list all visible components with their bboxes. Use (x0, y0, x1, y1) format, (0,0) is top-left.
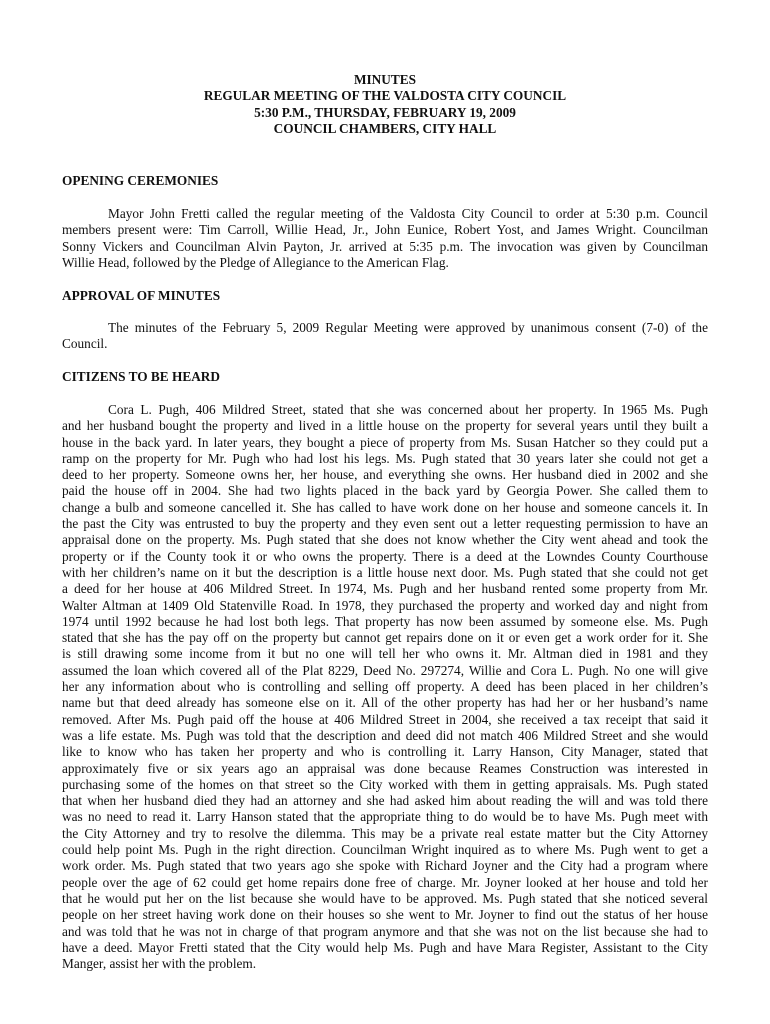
text-line: with her children’s name on it but the description is a little house next door. Ms. Pugh stated that she could not get (62, 564, 708, 580)
text-line: property or if the County took it or who owns the property. There is a deed at the Lowndes County Courthouse (62, 548, 708, 564)
title-meeting-name: REGULAR MEETING OF THE VALDOSTA CITY COUNCIL (203, 88, 567, 104)
text-line: her any information about who is controlling and selling off property. A deed has been placed in her children’s (62, 679, 708, 695)
title-minutes: MINUTES (353, 72, 417, 87)
title-location: COUNCIL CHAMBERS, CITY HALL (273, 120, 497, 136)
text-line: change a bulb and someone cancelled it. She has called to have work done on her house and someone cancels it. In (62, 499, 708, 515)
document-title-block (0, 72, 770, 137)
heading-opening-ceremonies: OPENING CEREMONIES (62, 173, 219, 188)
text-line: that he would put her on the list because she would have to be approved. Ms. Pugh stated that she noticed several (62, 890, 708, 906)
text-line: a deed for her house at 406 Mildred Street. In 1974, Ms. Pugh and her husband rented some property from Mr. (62, 581, 708, 597)
text-line: have a deed. Mayor Fretti stated that the City would help Ms. Pugh and have Mara Register, Assistant to the City (62, 939, 708, 955)
text-line: purchasing some of the homes on that street so the City worked with them in getting appraisals. Ms. Pugh stated (62, 776, 708, 792)
text-line: the City Attorney and try to resolve the dilemma. This may be a private real estate matter but the City Attorney (62, 825, 708, 841)
paragraph-opening-ceremonies (62, 206, 708, 271)
text-line: The minutes of the February 5, 2009 Regular Meeting were approved by unanimous consent (7-0) of the (108, 320, 708, 335)
text-line: Council. (62, 336, 108, 352)
paragraph-citizens-to-be-heard (62, 402, 708, 972)
paragraph-approval-of-minutes (62, 320, 708, 353)
text-line: Sonny Vickers and Councilman Alvin Payton, Jr. arrived at 5:35 p.m. The invocation was given by Councilman (62, 238, 708, 254)
text-line: could help point Ms. Pugh in the right direction. Councilman Wright inquired as to where Ms. Pugh went to get a (62, 842, 708, 858)
text-line: Walter Altman at 1409 Old Statenville Road. In 1978, they purchased the property and worked day and night from (62, 597, 708, 613)
title-date-time: 5:30 P.M., THURSDAY, FEBRUARY 19, 2009 (254, 104, 516, 120)
heading-approval-of-minutes: APPROVAL OF MINUTES (62, 288, 221, 303)
text-line: and her husband bought the property and lived in a little house on the property for several years until they built a (62, 418, 708, 434)
text-line: Willie Head, followed by the Pledge of Allegiance to the American Flag. (62, 254, 449, 270)
text-line: removed. After Ms. Pugh paid off the house at 406 Mildred Street in 2004, she received a tax receipt that said it (62, 711, 708, 727)
text-line: was a life estate. Ms. Pugh was told that the description and deed did not match 406 Mildred Street and she would (62, 727, 708, 743)
text-line: members present were: Tim Carroll, Willie Head, Jr., John Eunice, Robert Yost, and James Wright. Councilman (62, 222, 708, 238)
text-line: Mayor John Fretti called the regular meeting of the Valdosta City Council to order at 5:30 p.m. Council (108, 206, 708, 221)
text-line: ramp on the property for Mr. Pugh who had lost his legs. Ms. Pugh stated that 30 years later she could not get a (62, 450, 708, 466)
text-line: 1974 until 1992 because he had lost both legs. That property has now been assumed by someone else. Ms. Pugh (62, 613, 708, 629)
text-line: Cora L. Pugh, 406 Mildred Street, stated that she was concerned about her property. In 1965 Ms. Pugh (108, 402, 708, 417)
text-line: name but that deed already has someone else on it. All of the other property has had her or her husband’s name (62, 695, 708, 711)
text-line: Manger, assist her with the problem. (62, 956, 257, 972)
heading-citizens-to-be-heard: CITIZENS TO BE HEARD (62, 369, 221, 384)
text-line: work order. Ms. Pugh stated that two years ago she spoke with Richard Joyner and the City had a program where (62, 858, 708, 874)
text-line: stated that she has the pay off on the property but cannot get repairs done on it or even get a work order for it. She (62, 630, 708, 646)
text-line: people on her street having work done on their houses so she went to Mr. Joyner to find out the status of her house (62, 907, 708, 923)
text-line: and was told that he was not in charge of that program anymore and that she was not on the list because she had to (62, 923, 708, 939)
text-line: deed to her property. Someone owns her, her house, and everything she owns. Her husband died in 2002 and she (62, 467, 708, 483)
text-line: paid the house off in 2004. She had two lights placed in the back yard by Georgia Power. She called them to (62, 483, 708, 499)
text-line: like to know who has taken her property and who is controlling it. Larry Hanson, City Manager, stated that (62, 744, 708, 760)
text-line: people over the age of 62 could get home repairs done free of charge. Mr. Joyner looked at her house and told her (62, 874, 708, 890)
text-line: was no need to read it. Larry Hanson stated that the appropriate thing to do would be to have Ms. Pugh meet with (62, 809, 708, 825)
text-line: house in the back yard. In later years, they bought a piece of property from Ms. Susan Hatcher so they could put a (62, 434, 708, 450)
text-line: the past the City was entrusted to buy the property and they even sent out a letter requesting permission to have an (62, 516, 708, 532)
text-line: appraisal done on the property. Ms. Pugh stated that she does not know whether the City went ahead and took the (62, 532, 708, 548)
text-line: assumed the loan which covered all of the Plat 8229, Deed No. 297274, Willie and Cora L. Pugh. No one will give (62, 662, 708, 678)
text-line: approximately five or six years ago an appraisal was done because Reames Construction was interested in (62, 760, 708, 776)
text-line: that when her husband died they had an attorney and she had asked him about reading the will and was told there (62, 793, 708, 809)
text-line: is still drawing some income from it but no one will tell her who owns it. Mr. Altman died in 1981 and they (62, 646, 708, 662)
